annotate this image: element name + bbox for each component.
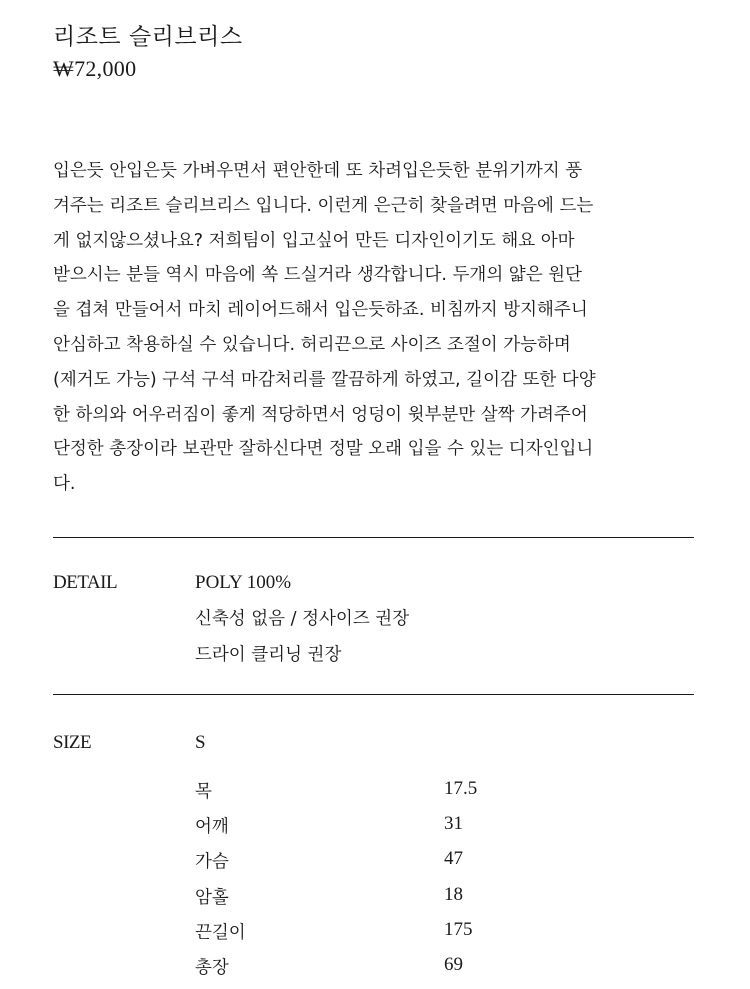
size-row [195,813,495,848]
description-line: 입은듯 안입은듯 가벼우면서 편안한데 또 차려입은듯한 분위기까지 풍 [53,161,583,181]
detail-care: 드라이 클리닝 권장 [195,645,342,665]
description-line: 안심하고 착용하실 수 있습니다. 허리끈으로 사이즈 조절이 가능하며 [53,334,571,355]
product-price: ₩72,000 [53,56,137,81]
description-line: (제거도 가능) 구석 구석 마감처리를 깔끔하게 하였고, 길이감 또한 다양 [53,369,596,390]
description-line: 단정한 총장이라 보관만 잘하신다면 정말 오래 입을 수 있는 디자인입니 [53,439,594,460]
description-line: 받으시는 분들 역시 마음에 쏙 드실거라 생각합니다. 두개의 얇은 원단 [53,265,582,286]
size-measure-name: 가슴 [195,852,229,873]
detail-list [195,572,409,680]
description-line: 한 하의와 어우러짐이 좋게 적당하면서 엉덩이 윗부분만 살짝 가려주어 [53,404,588,425]
size-label: SIZE [53,732,92,753]
description-line: 겨주는 리조트 슬리브리스 입니다. 이런게 은근히 찾을려면 마음에 드는 [53,195,594,216]
size-table [195,778,495,989]
size-row [195,954,495,989]
size-value: S [195,732,206,753]
size-measure-name: 총장 [195,957,229,978]
size-row [195,884,495,919]
size-measure-value: 47 [444,848,463,870]
description-line: 을 겹쳐 만들어서 마치 레이어드해서 입은듯하죠. 비침까지 방지해주니 [53,300,588,321]
size-measure-value: 17.5 [444,778,478,799]
size-measure-name: 목 [195,782,212,802]
product-title: 리조트 슬리브리스 [53,24,243,50]
size-measure-name: 암홀 [195,887,229,908]
size-measure-name: 어깨 [195,817,229,838]
section-divider [53,537,694,538]
size-row [195,778,495,813]
size-measure-value: 69 [444,953,463,975]
description-line: 다. [53,474,76,495]
size-measure-value: 175 [444,918,473,940]
detail-fit: 신축성 없음 / 정사이즈 권장 [195,609,410,629]
size-measure-name: 끈길이 [195,922,246,943]
size-measure-value: 18 [444,883,463,905]
product-description [53,154,703,502]
size-measure-value: 31 [444,813,463,835]
description-line: 게 없지않으셨나요? 저희팀이 입고싶어 만든 디자인이기도 해요 아마 [53,230,575,251]
section-divider [53,694,694,695]
size-row [195,848,495,883]
size-row [195,919,495,954]
detail-label: DETAIL [53,572,118,593]
detail-material: POLY 100% [195,572,292,593]
